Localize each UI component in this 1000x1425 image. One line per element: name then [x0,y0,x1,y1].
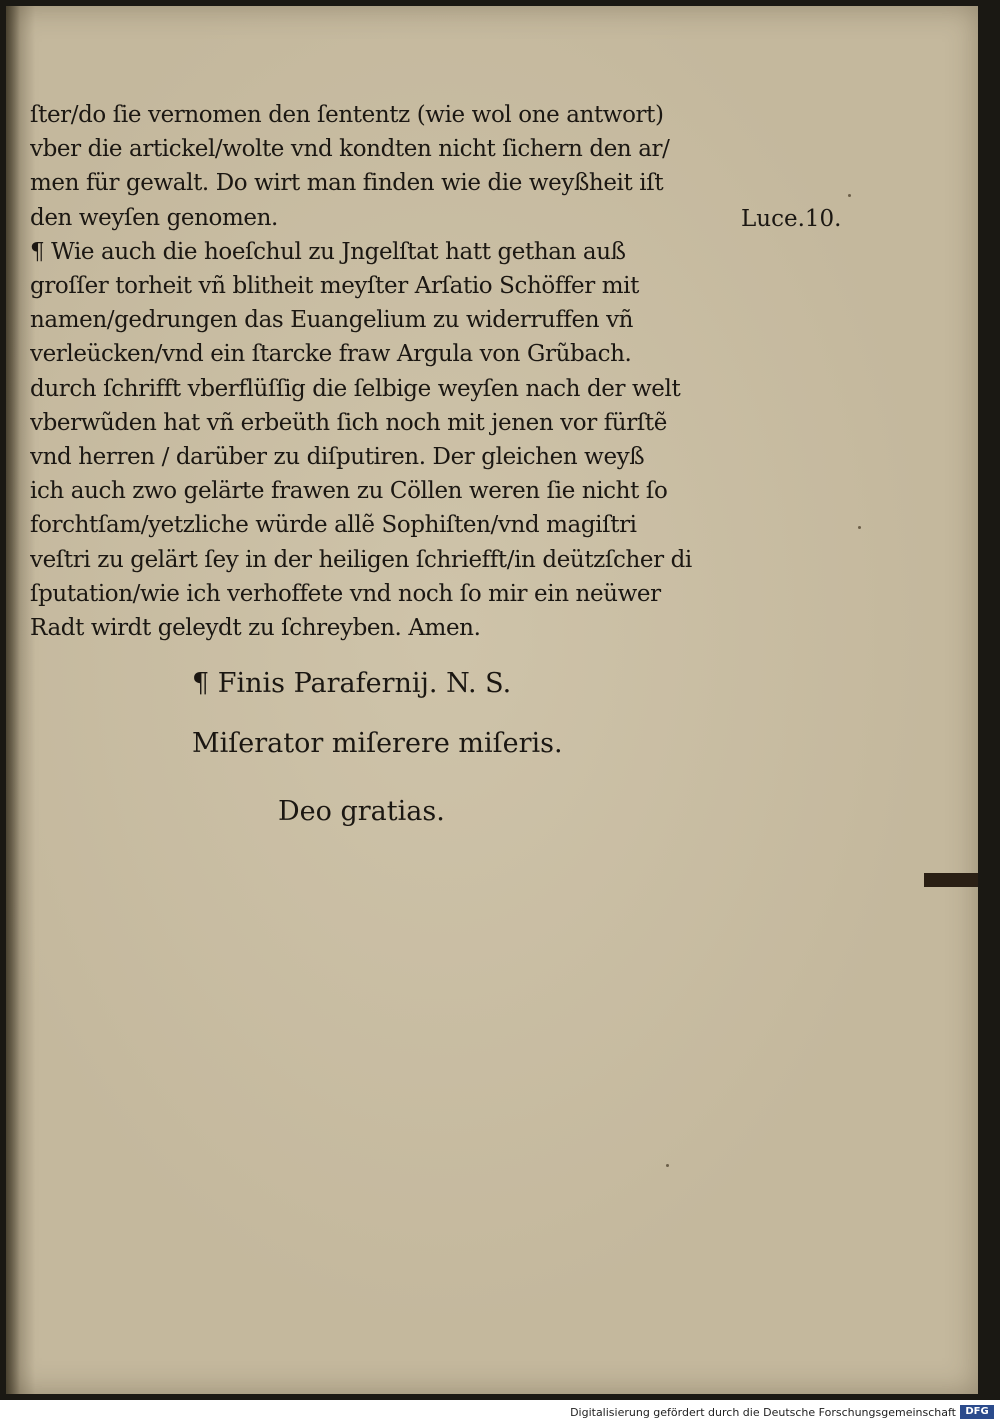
text-line: ſter/do ſie vernomen den ſententz (wie wol one antwort) [30,102,664,128]
text-line: verleücken/vnd ein ſtarcke fraw Argula von Grũbach. [30,341,632,368]
text-line: vberwũden hat vñ erbeüth ſich noch mit jenen vor fürſtẽ [30,409,667,436]
dfg-logo: DFG [960,1405,994,1419]
funding-credit: Digitalisierung gefördert durch die Deutsche Forschungsgemeinschaft [570,1406,956,1419]
text-line: ich auch zwo gelärte frawen zu Cöllen weren ſie nicht ſo [30,478,668,505]
paper-speck [666,1164,669,1167]
text-line: groſſer torheit vñ blitheit meyſter Arſatio Schöffer mit [30,273,639,300]
text-line: ſputation/wie ich verhoffete vnd noch ſo mir ein neüwer [30,580,661,607]
text-line: den weyſen genomen. [30,204,278,231]
page-gutter-shadow [6,6,20,1394]
text-line: namen/gedrungen das Euangelium zu widerruffen vñ [30,307,634,334]
paper-speck [848,194,851,197]
text-line: men für gewalt. Do wirt man finden wie die weyßheit iſt [30,170,664,197]
main-text-block [30,98,742,645]
text-line: vnd herren / darüber zu diſputiren. Der gleichen weyß [30,444,645,471]
text-line: vber die artickel/wolte vnd kondten nicht ſichern den ar/ [30,136,670,163]
page-tab-mark [924,873,978,887]
closing-miserator-line: Miſerator miſerere miſeris. [192,728,563,759]
text-line: Radt wirdt geleydt zu ſchreyben. Amen. [30,615,481,642]
marginal-reference: Luce.10. [741,206,842,232]
text-line: forchtſam/yetzliche würde allẽ Sophiſten/vnd magiſtri [30,512,637,539]
text-line: durch ſchrifft vberflüſſig die ſelbige weyſen nach der welt [30,375,681,402]
text-line: ¶ Wie auch die hoeſchul zu Jngelſtat hatt gethan auß [30,238,626,265]
paper-speck [858,526,861,529]
book-page-scan [6,6,978,1394]
closing-deo-gratias-line: Deo gratias. [278,796,445,827]
text-line: veſtri zu gelärt ſey in der heiligen ſchriefft/in deützſcher di [30,546,692,573]
footer-bar [0,1400,1000,1425]
closing-finis-line: ¶ Finis Parafernij. N. S. [192,668,512,699]
